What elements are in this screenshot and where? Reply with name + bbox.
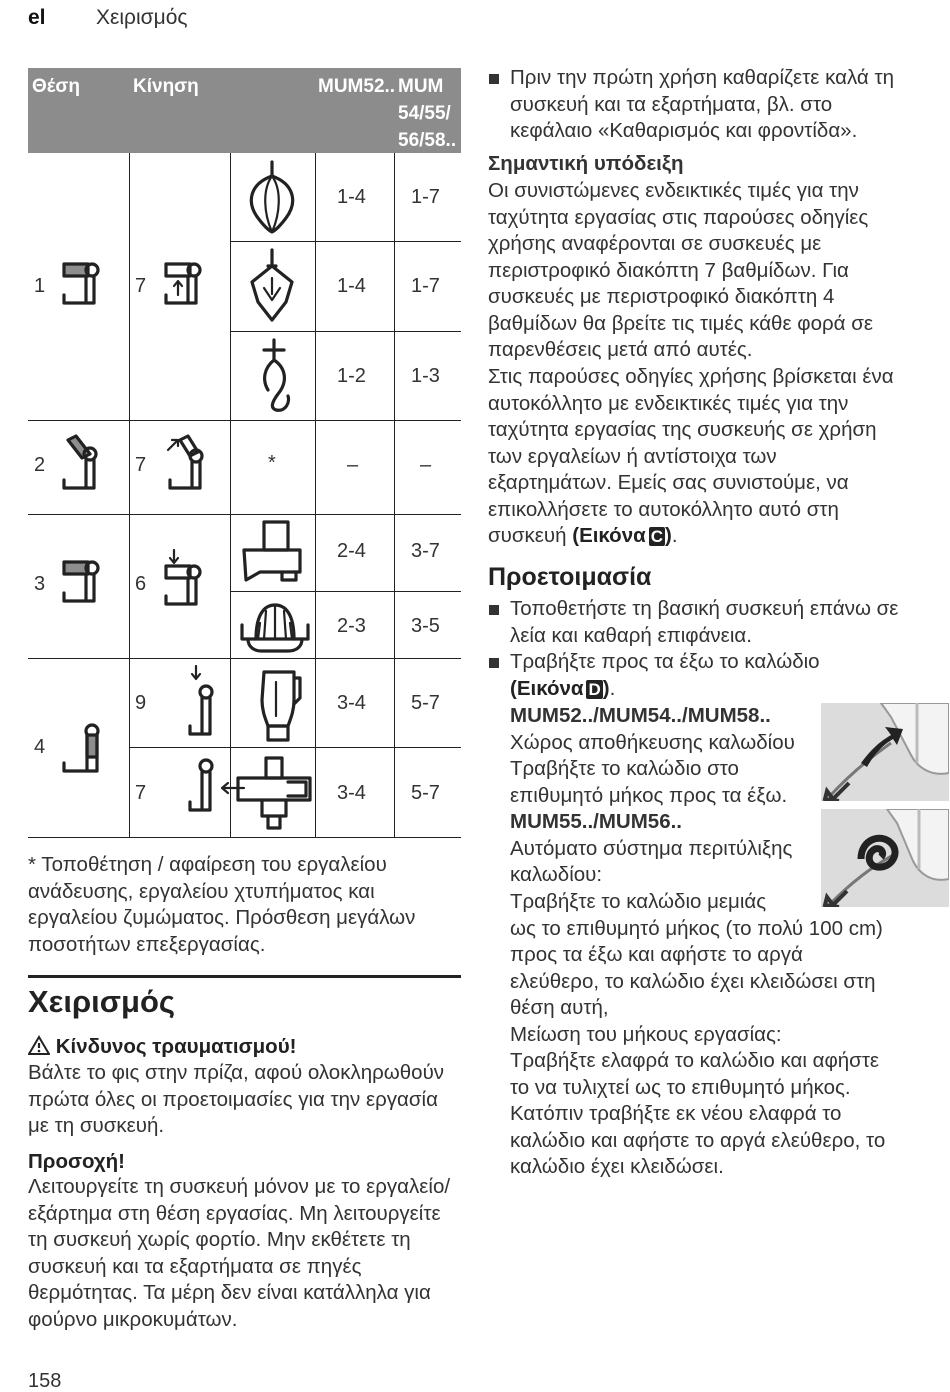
grid-line (230, 241, 461, 242)
header-mum54: MUM 54/55/ 56/58.. (398, 76, 457, 151)
arm-lift-up-icon (164, 261, 208, 307)
figure-ref-label: Εικόνα (516, 676, 584, 700)
model-b-line: Τραβήξτε το καλώδιο μεμιάς (510, 890, 767, 913)
citrus-press-icon (238, 595, 312, 653)
grid-line (230, 591, 461, 592)
bullet-icon (489, 658, 499, 668)
grid-line (129, 747, 461, 748)
speed-value-mum52: 1-4 (337, 186, 366, 208)
bullet-text: Τοποθετήστε τη βασική συσκευή επάνω σε λεία και καθαρή επιφάνεια. (510, 597, 899, 647)
model-b-rest: Μείωση του μήκους εργασίας: (510, 1023, 782, 1046)
figure-ref-label: Εικόνα (579, 524, 646, 547)
speed-value-mum52: 2-3 (337, 615, 366, 637)
grid-line (28, 837, 461, 838)
grid-line (230, 331, 461, 332)
figure-ref-c: C (650, 527, 663, 546)
shredder-icon (238, 520, 308, 584)
beater-icon (244, 248, 300, 324)
speed-value-mum54: 3-7 (411, 540, 440, 562)
grid-line (28, 658, 461, 659)
model-b-rest: το να τυλιχτεί ως το επιθυμητό μήκος. (510, 1076, 851, 1099)
model-b-rest: Τραβήξτε ελαφρά το καλώδιο και αφήστε (510, 1049, 880, 1072)
grid-line (315, 153, 316, 838)
speed-value-mum54: 5-7 (411, 782, 440, 804)
header-mum52: MUM52.. (318, 76, 396, 97)
note-title: Σημαντική υπόδειξη (488, 152, 684, 175)
speed-value-mum54: 1-3 (411, 365, 440, 387)
arm-position-4-icon (62, 723, 106, 775)
model-b-rest: ελεύθερο, το καλώδιο έχει κλειδώσει στη (510, 970, 876, 993)
movement-number: 7 (135, 782, 147, 804)
warning-title: Κίνδυνος τραυματισμού! (55, 1035, 297, 1058)
speed-value-mum52: 3-4 (337, 782, 366, 804)
speed-value-mum52: – (347, 454, 359, 476)
bullet-text: Πριν την πρώτη χρήση καθαρίζετε καλά τη συσκευή και τα εξαρτήματα, βλ. στο κεφάλαιο «Καθαρισμός και φροντίδα». (510, 66, 894, 142)
speed-value-mum52: 1-2 (337, 365, 366, 387)
grid-line (129, 153, 130, 838)
arm-position-3-icon (62, 559, 106, 605)
model-a-line: επιθυμητό μήκος προς τα έξω. (510, 784, 788, 807)
grid-line (28, 420, 461, 421)
dough-hook-icon (252, 338, 300, 412)
movement-number: 7 (135, 275, 147, 297)
warning-block (28, 1034, 468, 1063)
arm-vertical-down-icon (188, 664, 220, 740)
list-item (488, 596, 913, 649)
caution-text: Λειτουργείτε τη συσκευή μόνον με το εργαλείο/εξάρτημα στη θέση εργασίας. Μη λειτουργείτε τη συσκευή χωρίς φορτίο. Μην εκθέτετε τη συσκευή και τα εξαρτήματα σε πηγές θερμότητας. Τα μέρη δεν είναι κατάλληλα για φούρνο μικροκυμάτων. (28, 1175, 451, 1331)
table-header (28, 68, 461, 153)
arm-tilt-up-icon (164, 434, 214, 492)
position-number: 4 (34, 736, 46, 758)
position-number: 3 (34, 573, 46, 595)
note-text: Οι συνιστώμενες ενδεικτικές τιμές για την ταχύτητα εργασίας στις παρούσες οδηγίες χρήσης αναφέρονται σε συσκευές με περιστροφικό διακόπτη 7 βαθμίδων. Για συσκευές με περιστροφικό διακόπτη 4 βαθμίδων θα βρείτε τις τιμές κάθε φορά σε παρενθέσεις μετά από αυτές. (488, 179, 873, 361)
warning-text: Βάλτε το φις στην πρίζα, αφού ολοκληρωθούν πρώτα όλες οι προετοιμασίες για την εργασία με τη συσκευή. (28, 1061, 445, 1137)
model-b-rest: θέση αυτή, (510, 996, 609, 1019)
position-number: 2 (34, 454, 46, 476)
grid-line (28, 514, 461, 515)
prep-heading: Προετοιμασία (488, 563, 652, 591)
mincer-icon (234, 756, 314, 832)
section-divider (28, 975, 461, 978)
footnote-marker: * (268, 452, 276, 474)
speed-value-mum52: 3-4 (337, 692, 366, 714)
arm-lower-icon (164, 548, 208, 608)
movement-number: 7 (135, 454, 147, 476)
model-b-rest: ως το επιθυμητό μήκος (το πολύ 100 cm) (510, 917, 883, 940)
speed-value-mum52: 2-4 (337, 540, 366, 562)
section-heading: Χειρισμός (28, 984, 176, 1019)
speed-settings-table (28, 68, 461, 838)
list-item (488, 65, 918, 145)
table-footnote: * Τοποθέτηση / αφαίρεση του εργαλείου ανάδευσης, εργαλείου χτυπήματος και εργαλείου ζυμώματος. Πρόσθεση μεγάλων ποσοτήτων επεξεργασίας. (28, 853, 416, 956)
speed-value-mum54: 1-7 (411, 186, 440, 208)
caution-title: Προσοχή! (28, 1150, 125, 1173)
page-header (28, 6, 188, 30)
speed-value-mum54: 3-5 (411, 615, 440, 637)
model-group-a: MUM52../MUM54../MUM58.. (510, 704, 771, 727)
speed-value-mum54: – (420, 454, 432, 476)
movement-number: 9 (135, 692, 147, 714)
bullet-icon (489, 74, 499, 84)
model-a-line: Τραβήξτε το καλώδιο στο (510, 757, 739, 780)
list-item: Τραβήξτε προς τα έξω το καλώδιο (Εικόνα D). (488, 649, 918, 702)
figure-ref-d: D (588, 679, 601, 699)
model-b-line: Αυτόματο σύστημα περιτύλιξης (510, 837, 793, 860)
cord-rewind-illustration (821, 809, 949, 907)
header-position: Θέση (32, 76, 80, 97)
bullet-icon (489, 605, 499, 615)
header-movement: Κίνηση (133, 76, 199, 97)
page-number: 158 (28, 1370, 62, 1392)
whisk-icon (244, 160, 300, 234)
model-b-rest: προς τα έξω και αφήστε το αργά (510, 943, 803, 966)
model-a-line: Χώρος αποθήκευσης καλωδίου (510, 731, 795, 754)
model-group-b: MUM55../MUM56.. (510, 810, 682, 833)
grid-line (394, 153, 395, 838)
model-b-rest: καλώδιο έχει κλειδώσει. (510, 1155, 724, 1178)
arm-position-1-icon (62, 261, 106, 307)
speed-value-mum54: 5-7 (411, 692, 440, 714)
note-text-2: Στις παρούσες οδηγίες χρήσης βρίσκεται ένα αυτοκόλλητο με ενδεικτικές τιμές για την ταχύτητα εργασίας της συσκευής σε χρήση των εργαλείων ή αντίστοιχα των εξαρτημάτων. Εμείς σας συνιστούμε, να επικολλήσετε το αυτοκόλλητο αυτό στη συσκευή (Εικόνα C). (488, 365, 894, 547)
cord-storage-illustration (821, 703, 949, 801)
model-b-rest: καλώδιο και αφήστε το αργά ελεύθερο, το (510, 1129, 886, 1152)
section-title: Χειρισμός (96, 6, 188, 29)
bullet-text: Τραβήξτε προς τα έξω το καλώδιο (510, 650, 820, 673)
movement-number: 6 (135, 573, 147, 595)
model-b-line: καλωδίου: (510, 863, 603, 886)
cord-rewind-image (821, 809, 949, 907)
speed-value-mum52: 1-4 (337, 275, 366, 297)
speed-value-mum54: 1-7 (411, 275, 440, 297)
warning-triangle-icon (28, 1035, 50, 1063)
language-code: el (28, 6, 46, 29)
grid-line (230, 153, 231, 838)
arm-position-2-icon (62, 434, 106, 492)
note-text-2-body: Στις παρούσες οδηγίες χρήσης βρίσκεται ένα αυτοκόλλητο με ενδεικτικές τιμές για την ταχύτητα εργασίας της συσκευής σε χρήση των εργαλείων ή αντίστοιχα των εξαρτημάτων. Εμείς σας συνιστούμε, να επικολλήσετε το αυτοκόλλητο αυτό στη συσκευή (488, 365, 894, 547)
model-b-rest: Κατόπιν τραβήξτε εκ νέου ελαφρά το (510, 1102, 842, 1125)
blender-icon (254, 666, 304, 744)
position-number: 1 (34, 275, 46, 297)
cord-storage-image (821, 703, 949, 801)
